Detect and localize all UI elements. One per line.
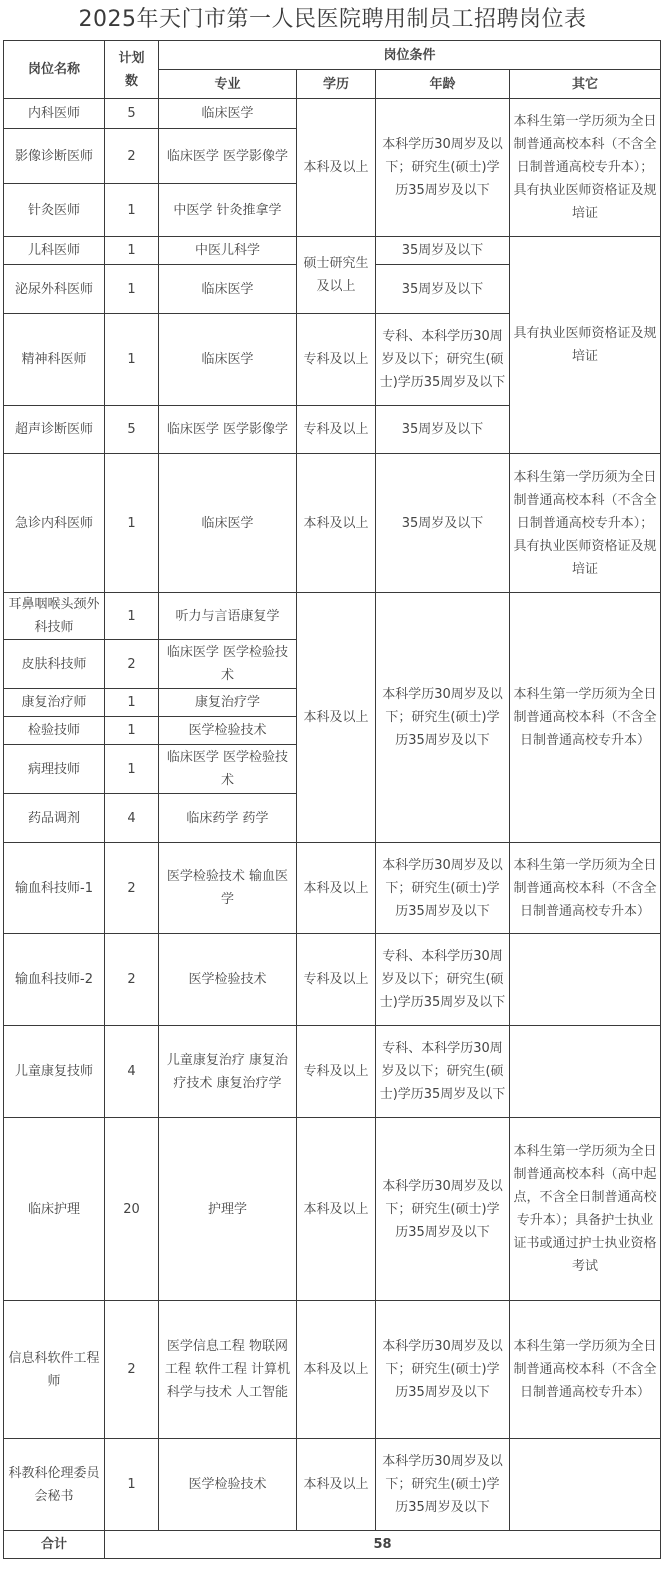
age-cell: 专科、本科学历30周岁及以下；研究生(硕士)学历35周岁及以下 xyxy=(376,1026,510,1118)
header-other: 其它 xyxy=(510,70,661,99)
table-row xyxy=(4,1118,661,1301)
position-cell: 信息科软件工程师 xyxy=(4,1301,105,1439)
major-cell: 临床医学 医学影像学 xyxy=(159,129,297,184)
count-cell: 1 xyxy=(105,593,159,640)
age-cell: 本科学历30周岁及以下；研究生(硕士)学历35周岁及以下 xyxy=(376,843,510,934)
recruitment-table xyxy=(3,40,661,1559)
age-cell: 本科学历30周岁及以下；研究生(硕士)学历35周岁及以下 xyxy=(376,1439,510,1531)
total-label: 合计 xyxy=(4,1531,105,1559)
count-cell: 1 xyxy=(105,454,159,593)
count-cell: 2 xyxy=(105,129,159,184)
other-cell: 本科生第一学历须为全日制普通高校本科（不含全日制普通高校专升本） xyxy=(510,843,661,934)
age-cell: 35周岁及以下 xyxy=(376,406,510,454)
education-cell: 本科及以上 xyxy=(297,454,376,593)
other-cell: 本科生第一学历须为全日制普通高校本科（高中起点，不含全日制普通高校专升本）；具备护士执业证书或通过护士执业资格考试 xyxy=(510,1118,661,1301)
major-cell: 临床医学 医学检验技术 xyxy=(159,745,297,794)
other-cell xyxy=(510,1026,661,1118)
major-cell: 儿童康复治疗 康复治疗技术 康复治疗学 xyxy=(159,1026,297,1118)
education-cell: 专科及以上 xyxy=(297,314,376,406)
total-row xyxy=(4,1531,661,1559)
major-cell: 临床药学 药学 xyxy=(159,794,297,843)
table-row xyxy=(4,454,661,593)
position-cell: 儿科医师 xyxy=(4,237,105,265)
education-cell: 本科及以上 xyxy=(297,843,376,934)
position-cell: 皮肤科技师 xyxy=(4,640,105,689)
major-cell: 医学检验技术 xyxy=(159,934,297,1026)
header-row-1 xyxy=(4,41,661,70)
position-cell: 耳鼻咽喉头颈外科技师 xyxy=(4,593,105,640)
count-cell: 5 xyxy=(105,99,159,129)
education-cell: 专科及以上 xyxy=(297,406,376,454)
count-cell: 4 xyxy=(105,1026,159,1118)
count-cell: 2 xyxy=(105,1301,159,1439)
major-cell: 医学检验技术 xyxy=(159,1439,297,1531)
position-cell: 输血科技师-2 xyxy=(4,934,105,1026)
education-cell: 本科及以上 xyxy=(297,593,376,843)
header-conditions: 岗位条件 xyxy=(159,41,661,70)
position-cell: 病理技师 xyxy=(4,745,105,794)
count-cell: 1 xyxy=(105,265,159,314)
page-title: 2025年天门市第一人民医院聘用制员工招聘岗位表 xyxy=(78,7,587,32)
major-cell: 听力与言语康复学 xyxy=(159,593,297,640)
position-cell: 康复治疗师 xyxy=(4,689,105,717)
table-row xyxy=(4,1301,661,1439)
other-cell: 本科生第一学历须为全日制普通高校本科（不含全日制普通高校专升本）；具有执业医师资格证及规培证 xyxy=(510,99,661,237)
education-cell: 本科及以上 xyxy=(297,1118,376,1301)
other-cell: 具有执业医师资格证及规培证 xyxy=(510,237,661,454)
major-cell: 临床医学 医学影像学 xyxy=(159,406,297,454)
education-cell: 硕士研究生及以上 xyxy=(297,237,376,314)
education-cell: 本科及以上 xyxy=(297,99,376,237)
table-row xyxy=(4,1439,661,1531)
major-cell: 医学检验技术 xyxy=(159,717,297,745)
count-cell: 2 xyxy=(105,934,159,1026)
count-cell: 1 xyxy=(105,314,159,406)
position-cell: 儿童康复技师 xyxy=(4,1026,105,1118)
count-cell: 1 xyxy=(105,745,159,794)
count-cell: 2 xyxy=(105,843,159,934)
count-cell: 1 xyxy=(105,717,159,745)
major-cell: 康复治疗学 xyxy=(159,689,297,717)
position-cell: 检验技师 xyxy=(4,717,105,745)
count-cell: 5 xyxy=(105,406,159,454)
other-cell: 本科生第一学历须为全日制普通高校本科（不含全日制普通高校专升本）；具有执业医师资格证及规培证 xyxy=(510,454,661,593)
table-row xyxy=(4,99,661,129)
education-cell: 本科及以上 xyxy=(297,1439,376,1531)
major-cell: 临床医学 xyxy=(159,314,297,406)
major-cell: 中医学 针灸推拿学 xyxy=(159,184,297,237)
position-cell: 临床护理 xyxy=(4,1118,105,1301)
position-cell: 科教科伦理委员会秘书 xyxy=(4,1439,105,1531)
other-cell xyxy=(510,1439,661,1531)
table-row xyxy=(4,843,661,934)
count-cell: 20 xyxy=(105,1118,159,1301)
other-cell: 本科生第一学历须为全日制普通高校本科（不含全日制普通高校专升本） xyxy=(510,1301,661,1439)
table-row xyxy=(4,237,661,265)
table-row xyxy=(4,593,661,640)
position-cell: 急诊内科医师 xyxy=(4,454,105,593)
major-cell: 临床医学 xyxy=(159,454,297,593)
position-cell: 泌尿外科医师 xyxy=(4,265,105,314)
header-major: 专业 xyxy=(159,70,297,99)
header-count-line2: 数 xyxy=(124,73,138,89)
other-cell xyxy=(510,934,661,1026)
count-cell: 4 xyxy=(105,794,159,843)
count-cell: 1 xyxy=(105,237,159,265)
other-cell: 本科生第一学历须为全日制普通高校本科（不含全日制普通高校专升本） xyxy=(510,593,661,843)
position-cell: 超声诊断医师 xyxy=(4,406,105,454)
position-cell: 精神科医师 xyxy=(4,314,105,406)
age-cell: 专科、本科学历30周岁及以下；研究生(硕士)学历35周岁及以下 xyxy=(376,314,510,406)
major-cell: 临床医学 xyxy=(159,265,297,314)
age-cell: 35周岁及以下 xyxy=(376,265,510,314)
education-cell: 本科及以上 xyxy=(297,1301,376,1439)
count-cell: 1 xyxy=(105,689,159,717)
major-cell: 中医儿科学 xyxy=(159,237,297,265)
table-row xyxy=(4,934,661,1026)
header-count xyxy=(105,41,159,99)
header-position: 岗位名称 xyxy=(4,41,105,99)
education-cell: 专科及以上 xyxy=(297,1026,376,1118)
position-cell: 内科医师 xyxy=(4,99,105,129)
major-cell: 临床医学 医学检验技术 xyxy=(159,640,297,689)
position-cell: 输血科技师-1 xyxy=(4,843,105,934)
count-cell: 2 xyxy=(105,640,159,689)
age-cell: 35周岁及以下 xyxy=(376,454,510,593)
header-count-line1: 计划 xyxy=(118,50,145,66)
header-education: 学历 xyxy=(297,70,376,99)
count-cell: 1 xyxy=(105,184,159,237)
count-cell: 1 xyxy=(105,1439,159,1531)
total-value: 58 xyxy=(105,1531,661,1559)
age-cell: 本科学历30周岁及以下；研究生(硕士)学历35周岁及以下 xyxy=(376,1301,510,1439)
header-age: 年龄 xyxy=(376,70,510,99)
age-cell: 35周岁及以下 xyxy=(376,237,510,265)
position-cell: 药品调剂 xyxy=(4,794,105,843)
age-cell: 本科学历30周岁及以下；研究生(硕士)学历35周岁及以下 xyxy=(376,99,510,237)
major-cell: 临床医学 xyxy=(159,99,297,129)
age-cell: 本科学历30周岁及以下；研究生(硕士)学历35周岁及以下 xyxy=(376,593,510,843)
age-cell: 本科学历30周岁及以下；研究生(硕士)学历35周岁及以下 xyxy=(376,1118,510,1301)
age-cell: 专科、本科学历30周岁及以下；研究生(硕士)学历35周岁及以下 xyxy=(376,934,510,1026)
major-cell: 医学检验技术 输血医学 xyxy=(159,843,297,934)
position-cell: 影像诊断医师 xyxy=(4,129,105,184)
position-cell: 针灸医师 xyxy=(4,184,105,237)
education-cell: 专科及以上 xyxy=(297,934,376,1026)
major-cell: 护理学 xyxy=(159,1118,297,1301)
major-cell: 医学信息工程 物联网工程 软件工程 计算机科学与技术 人工智能 xyxy=(159,1301,297,1439)
table-row xyxy=(4,1026,661,1118)
